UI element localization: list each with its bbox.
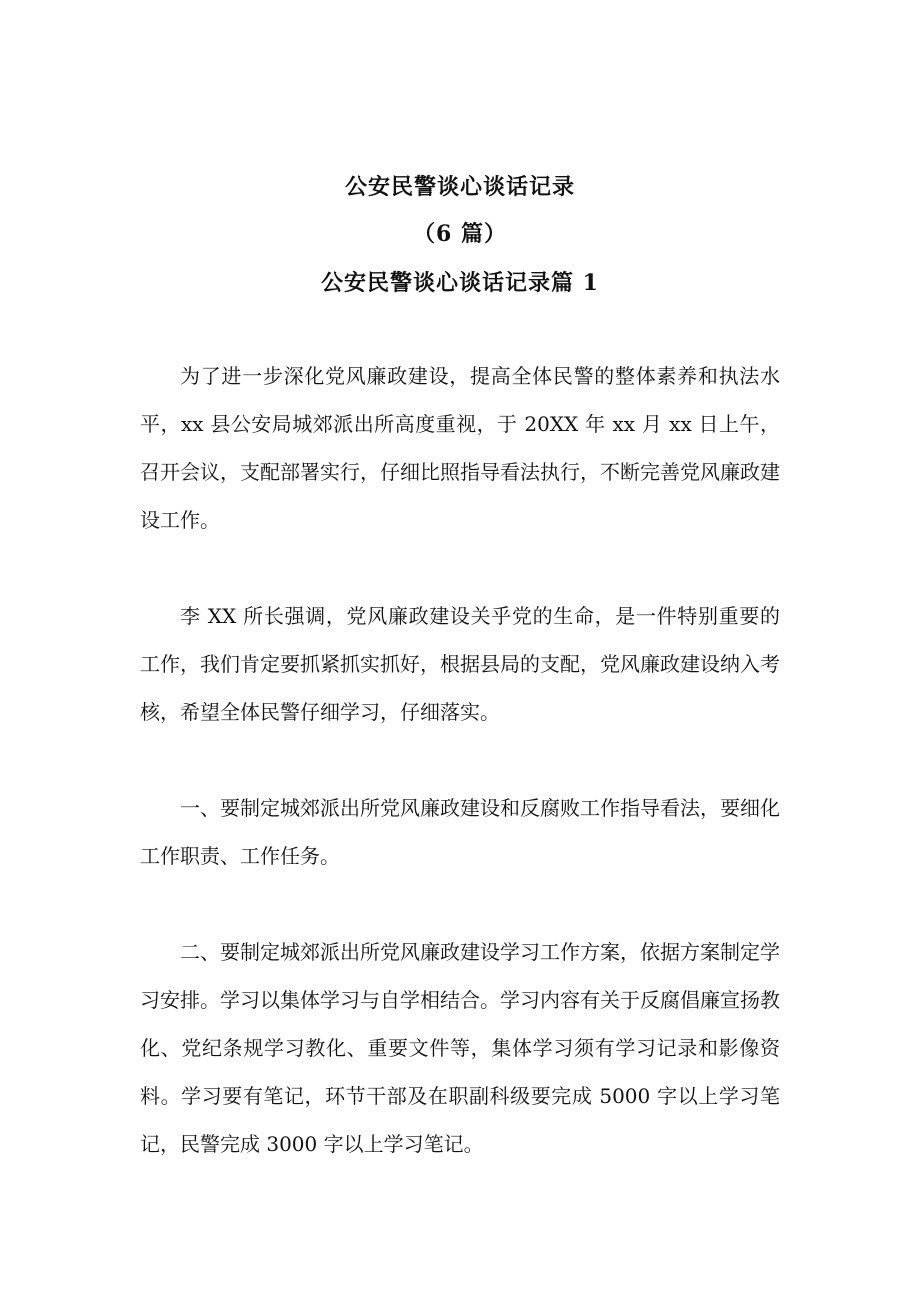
paragraph-item-two: 二、要制定城郊派出所党风廉政建设学习工作方案，依据方案制定学习安排。学习以集体学习与自学相结合。学习内容有关于反腐倡廉宣扬教化、党纪条规学习教化、重要文件等，集体学习须有学习记录和影像资料。学习要有笔记，环节干部及在职副科级要完成 5000 字以上学习笔记，民警完成 3000 字以上学习笔记。 bbox=[140, 940, 780, 1156]
section-title: 公安民警谈心谈话记录篇 1 bbox=[321, 270, 599, 296]
document-title: 公安民警谈心谈话记录 bbox=[344, 174, 575, 200]
paragraph-intro: 为了进一步深化党风廉政建设，提高全体民警的整体素养和执法水平，xx 县公安局城郊派出所高度重视，于 20XX 年 xx 月 xx 日上午，召开会议，支配部署实行，仔细比照指导看法执行，不断完善党风廉政建设工作。 bbox=[140, 364, 780, 532]
paragraph-director-remarks: 李 XX 所长强调，党风廉政建设关乎党的生命，是一件特别重要的工作，我们肯定要抓紧抓实抓好，根据县局的支配，党风廉政建设纳入考核，希望全体民警仔细学习，仔细落实。 bbox=[140, 604, 780, 724]
paragraph-item-one: 一、要制定城郊派出所党风廉政建设和反腐败工作指导看法，要细化工作职责、工作任务。 bbox=[140, 796, 780, 868]
document-subtitle: （6 篇） bbox=[413, 221, 507, 247]
